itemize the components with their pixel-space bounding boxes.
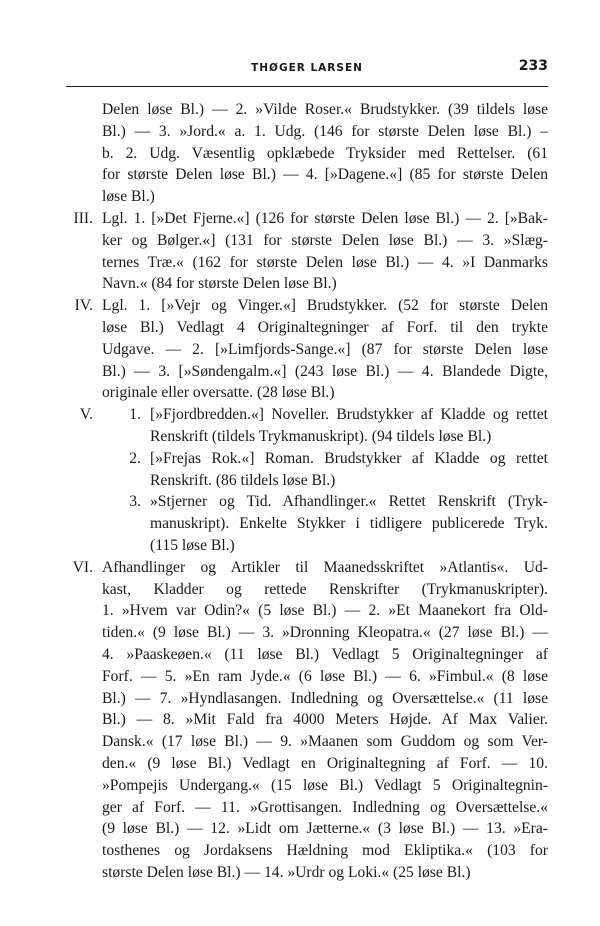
text-line: for største Delen løse Bl.) — 4. [»Dagene.«] (85 for største Delen: [102, 166, 548, 184]
catalog-entry: [66, 208, 548, 295]
text-line: Renskrift (tildels Trykmanuskript). (94 tildels løse Bl.): [150, 427, 492, 445]
catalog-entry: [66, 491, 548, 556]
text-line: største Delen løse Bl.) — 14. »Urdr og Loki.« (25 løse Bl.): [102, 863, 471, 881]
text-line: ger af Forf. — 11. »Grottisangen. Indledning og Oversættelse.«: [102, 798, 548, 816]
entry-text: [102, 295, 548, 404]
section-number: [66, 99, 102, 208]
text-line: ternes Træ.« (162 for største Delen løse Bl.) — 4. »I Danmarks: [102, 253, 548, 271]
text-line: manuskript). Enkelte Stykker i tidligere publicerede Tryk.: [150, 515, 548, 533]
text-line: tosthenes og Jordaksens Hældning mod Ekliptika.« (103 for: [102, 842, 548, 860]
entry-text: [102, 557, 548, 884]
text-line: originale eller oversatte. (28 løse Bl.): [102, 384, 335, 402]
text-line: Navn.« (84 for største Delen løse Bl.): [102, 275, 337, 293]
text-line: »Pompejis Undergang.« (15 løse Bl.) Vedlagt 5 Originaltegnin-: [102, 776, 548, 794]
text-line: Afhandlinger og Artikler til Maanedsskriftet »Atlantis«. Ud-: [102, 558, 548, 576]
text-line: Udgave. — 2. [»Limfjords-Sange.«] (87 for største Delen løse: [102, 340, 548, 358]
text-line: Lgl. 1. [»Vejr og Vinger.«] Brudstykker. (52 for største Delen: [102, 297, 548, 315]
text-line: b. 2. Udg. Væsentlig opklæbede Tryksider med Rettelser. (61: [102, 144, 548, 162]
section-number: III.: [73, 209, 93, 227]
text-line: Bl.) — 8. »Mit Fald fra 4000 Meters Højde. Af Max Valier.: [102, 711, 548, 729]
text-line: ker og Bølger.«] (131 for største Delen løse Bl.) — 3. »Slæg-: [102, 231, 548, 249]
item-number: 1.: [129, 406, 141, 424]
text-line: (115 løse Bl.): [150, 536, 235, 554]
text-line: (9 løse Bl.) — 12. »Lidt om Jætterne.« (3 løse Bl.) — 13. »Era-: [102, 820, 548, 838]
section-number: V.: [79, 406, 93, 424]
item-number: 3.: [129, 493, 141, 511]
text-line: Renskrift. (86 tildels løse Bl.): [150, 471, 336, 489]
text-line: Dansk.« (17 løse Bl.) — 9. »Maanen som Guddom og som Ver-: [102, 733, 548, 751]
catalog-entry: [66, 99, 548, 208]
text-line: »Stjerner og Tid. Afhandlinger.« Rettet Renskrift (Tryk-: [150, 493, 548, 511]
text-line: Forf. — 5. »En ram Jyde.« (6 løse Bl.) — 6. »Fimbul.« (8 løse: [102, 667, 548, 685]
catalog-entry: [66, 448, 548, 492]
text-line: Delen løse Bl.) — 2. »Vilde Roser.« Brudstykker. (39 tildels løse: [102, 101, 548, 118]
entry-text: [102, 208, 548, 295]
entry-text: [150, 404, 548, 448]
running-head: THØGER LARSEN: [251, 62, 363, 74]
text-line: [»Frejas Rok.«] Roman. Brudstykker af Kladde og rettet: [150, 449, 548, 467]
text-line: Lgl. 1. [»Det Fjerne.«] (126 for største Delen løse Bl.) — 2. [»Bak-: [102, 209, 548, 227]
text-line: 1. »Hvem var Odin?« (5 løse Bl.) — 2. »Et Maanekort fra Old-: [102, 602, 548, 620]
page-number: 233: [518, 58, 548, 74]
item-number: 2.: [129, 449, 141, 467]
text-line: Bl.) — 3. »Jord.« a. 1. Udg. (146 for største Delen løse Bl.) –: [102, 122, 548, 140]
catalog-entry: [66, 295, 548, 404]
entry-text: [102, 99, 548, 208]
text-line: tiden.« (9 løse Bl.) — 3. »Dronning Kleopatra.« (27 løse Bl.) —: [102, 624, 548, 642]
page-body: [66, 99, 548, 884]
catalog-entry: [66, 404, 548, 448]
text-line: den.« (9 løse Bl.) Vedlagt en Originaltegning af Forf. — 10.: [102, 754, 548, 772]
text-line: Bl.) — 3. [»Søndengalm.«] (243 løse Bl.) — 4. Blandede Digte,: [102, 362, 548, 380]
entry-text: [150, 491, 548, 556]
text-line: kast, Kladder og rettede Renskrifter (Trykmanuskripter).: [102, 580, 548, 598]
catalog-entry: [66, 557, 548, 884]
section-number: VI.: [72, 558, 93, 576]
text-line: 4. »Paaskeøen.« (11 løse Bl.) Vedlagt 5 Originaltegninger af: [102, 645, 548, 663]
text-line: løse Bl.): [102, 188, 155, 206]
section-number: IV.: [74, 297, 93, 315]
page-header: [66, 56, 548, 87]
entry-text: [150, 448, 548, 492]
text-line: løse Bl.) Vedlagt 4 Originaltegninger af Forf. til den trykte: [102, 318, 548, 336]
text-line: [»Fjordbredden.«] Noveller. Brudstykker af Kladde og rettet: [150, 406, 548, 424]
text-line: Bl.) — 7. »Hyndlasangen. Indledning og Oversættelse.« (11 løse: [102, 689, 548, 707]
